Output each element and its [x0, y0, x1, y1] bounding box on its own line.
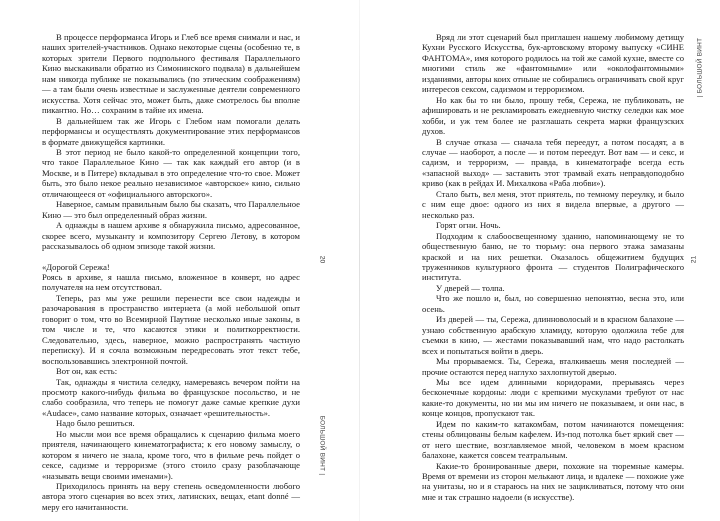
right-text-column — [422, 32, 684, 502]
paragraph: Но мысли мои все время обращались к сценарию фильма моего приятеля, начинающего кинематографиста; к его новому замыслу, о котором я ничего не знала, кроме того, что в фильме речь пойдет о сексе, садизме и терроризме (этого стоило сразу разоблачающе «называть вещи своими именами»). — [42, 428, 300, 481]
paragraph: Наверное, самым правильным было бы сказать, что Параллельное Кино — это был определенный образ жизни. — [42, 199, 300, 220]
paragraph: В процессе перформанса Игорь и Глеб все время снимали и нас, и наших зрителей-участников. Однако некоторые сцены (особенно те, в которых зрители Первого подпольного фестиваля Параллельного Кино выскакивали обратно из Симонинского подвала) в дальнейшем нам никогда публике не показывались (по этическим соображениям) — а там были очень известные и заслуженные деятели современного искусства. Хотя сейчас это, может быть, даже смотрелось бы вполне пикантно. Но… сохраним в тайне их имена. — [42, 32, 300, 116]
paragraph: Стало быть, вел меня, этот приятель, по темному переулку, и было с ним еще двое: одного из них я видела впервые, а другого — несколько раз. — [422, 188, 684, 220]
paragraph: Подходим к слабоосвещенному зданию, напоминающему не то общественную баню, не то тюрьму: она первого этажа замазаны краской и на них решетки. Оказалось общежитием будущих труженников культурного фронта — студентов Полиграфического института. — [422, 230, 684, 283]
paragraph: В случае отказа — сначала тебя переедут, а потом посадят, а в случае — наоборот, а после — и потом переедут. Вот вам — и секс, и садизм, и терроризм, — правда, в кинематографе всегда есть «запасной выход» — заставить этот трамвай ехать неправдоподобно криво (как в рейдах И. Михалкова «Раба любви»). — [422, 136, 684, 189]
paragraph: А однажды в нашем архиве я обнаружила письмо, адресованное, скорее всего, музыканту и композитору Сергею Летову, в котором рассказывалось об одном эпизоде такой жизни. — [42, 220, 300, 252]
paragraph: В дальнейшем так же Игорь с Глебом нам помогали делать перформансы и осуществлять документирование этих перформансов в формате движущейся картинки. — [42, 115, 300, 147]
paragraph: Из дверей — ты, Сережа, длинноволосый и в красном балахоне — узнаю собственную арабскую хламиду, которую одолжила тебе для съемки в кино, — жестами показывавший нам, что надо растолкать всех и попытаться войти в дверь. — [422, 314, 684, 356]
paragraph: Вот он, как есть: — [56, 366, 118, 377]
paragraph: Приходилось принять на веру степень осведомленности любого автора этого сценария во всех этих, латинских, вещах, etant donné — меру его начитанности. — [42, 481, 300, 512]
paragraph: У дверей — толпа. — [436, 282, 505, 293]
paragraph: Но как бы то ни было, прошу тебя, Сережа, не публиковать, не афишировать и не рекламировать ежедневную чистку селедки как мое хобби, и уж тем более не разглашать секрета марки французских духов. — [422, 94, 684, 137]
paragraph: Вряд ли этот сценарий был приглашен нашему любимому детищу Кухни Русского Искусства, бук-артовскому второму выпуску «СИНЕ ФАНТОМА», имя которого родилось на той же самой кухне, вместе со многими стиль же «фантомными» или «околофантомными» изданиями, авторы коих отныне не собирались ограничивать свой круг интересов сексом, садизмом и терроризмом. — [422, 32, 684, 95]
paragraph: Что же пошло и, был, но совершенно непонятно, весна это, или осень. — [422, 293, 684, 314]
right-page — [360, 0, 720, 521]
paragraph: Роясь в архиве, я нашла письмо, вложенное в конверт, но адрес получателя на нем отсутствовал. — [42, 271, 300, 293]
paragraph: Теперь, раз мы уже решили перенести все свои надежды и разочарования в пространство интернета (а мой небольшой опыт говорит о том, что во Всемирной Паутине несколько иные законы, в том числе и те, что касаются этики и политкорректности. Следовательно, здесь, наверное, можно распространять частную переписку). И я сочла возможным передресовать этот текст тебе, воспользовавшись электронной почтой. — [42, 292, 300, 366]
page-number: 21 — [690, 255, 698, 264]
paragraph: Мы прорываемся. Ты, Сережа, вталкиваешь меня последней — прочие остаются перед наглухо захлопнутой дверью. — [422, 356, 684, 377]
paragraph: Надо было решиться. — [56, 418, 135, 429]
left-text-column — [42, 32, 300, 512]
letter-salutation: «Дорогой Сережа! — [42, 261, 110, 272]
running-head: | БОЛЬШОЙ ВИНТ — [696, 37, 704, 98]
paragraph: Какие-то бронированные двери, похожие на тюремные камеры. Время от времени из сторон мелькают лица, и вдалеке — похожие уже на унитазы, но и я стараюсь на них не зацикливаться, потому что они мне и так страшно надоели (в искусстве). — [422, 460, 684, 502]
paragraph: Горят огни. Ночь. — [436, 220, 501, 231]
paragraph: Мы все идем длинными коридорами, прерываясь через бесконечные кордоны: люди с крепкими мускулами требуют от нас какие-то документы, но ни мы им ничего не показываем, и они нас, в конце концов, пропускают так. — [422, 376, 684, 419]
paragraph: В этот период не было какой-то определенной концепции того, что такое Параллельное Кино — так как каждый его автор (и в Москве, и в Питере) вкладывал в это определение что-то свое. Может быть, это было некое реально независимое «авторское» кино, сильно отличающееся от «официального авторского». — [42, 146, 300, 199]
running-head: БОЛЬШОЙ ВИНТ | — [318, 415, 326, 476]
page-number: 20 — [318, 255, 326, 264]
paragraph: Так, однажды я чистила селедку, намереваясь вечером пойти на просмотр какого-нибудь фильма во французское посольство, и не слабо сообразила, что теперь не помогут даже самые крепкие духи «Audace», само название которых, означает «решительность». — [42, 376, 300, 418]
paragraph: Идем по каким-то катакомбам, потом начинаются помещения: стены облицованы белым кафелем. Из-под потолка бьет яркий свет — от него шествие, возглавляемое мной, человеком в моем красном балахоне, кажется совсем театральным. — [422, 418, 684, 461]
